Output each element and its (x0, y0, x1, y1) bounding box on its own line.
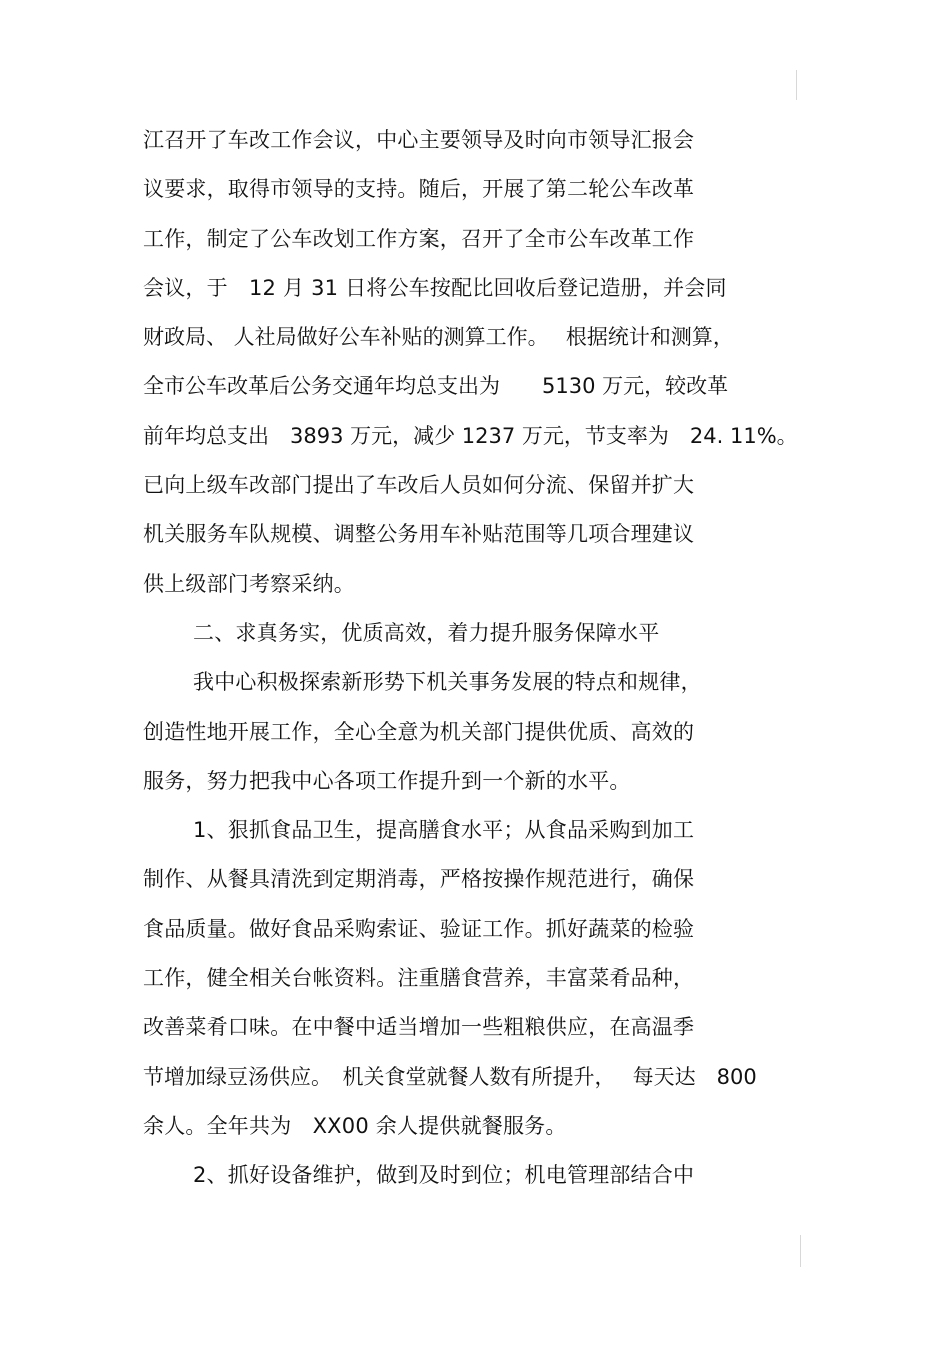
section-heading: 二、求真务实，优质高效，着力提升服务保障水平 (193, 620, 660, 645)
text-line: 1、狠抓食品卫生，提高膳食水平；从食品采购到加工 (193, 818, 695, 843)
text-line: 全市公车改革后公务交通年均总支出为 5130 万元，较改革 (143, 374, 729, 399)
text-line: 创造性地开展工作，全心全意为机关部门提供优质、高效的 (143, 719, 695, 744)
text-line: 机关服务车队规模、调整公务用车补贴范围等几项合理建议 (143, 522, 695, 547)
text-line: 我中心积极探索新形势下机关事务发展的特点和规律， (193, 670, 702, 695)
crop-mark-bottom (800, 1235, 801, 1267)
text-line: 前年均总支出 3893 万元，减少 1237 万元，节支率为 24. 11%。 (143, 423, 798, 448)
text-line: 改善菜肴口味。在中餐中适当增加一些粗粮供应，在高温季 (143, 1015, 695, 1040)
text-line: 制作、从餐具清洗到定期消毒，严格按操作规范进行，确保 (143, 867, 695, 892)
text-line: 余人。全年共为 XX00 余人提供就餐服务。 (143, 1113, 567, 1138)
text-line: 江召开了车改工作会议，中心主要领导及时向市领导汇报会 (143, 128, 695, 152)
text-line: 工作，制定了公车改划工作方案，召开了全市公车改革工作 (143, 226, 695, 251)
text-line: 工作，健全相关台帐资料。注重膳食营养，丰富菜肴品种， (143, 966, 695, 991)
text-line: 节增加绿豆汤供应。 机关食堂就餐人数有所提升， 每天达 800 (143, 1064, 757, 1089)
text-line: 供上级部门考察采纳。 (143, 571, 355, 596)
text-line: 议要求，取得市领导的支持。随后，开展了第二轮公车改革 (143, 177, 695, 202)
crop-mark-top (796, 70, 797, 100)
text-line: 财政局、 人社局做好公车补贴的测算工作。 根据统计和测算， (143, 325, 734, 350)
text-line: 已向上级车改部门提出了车改后人员如何分流、保留并扩大 (143, 473, 695, 498)
body-text (0, 116, 950, 1201)
text-line: 服务，努力把我中心各项工作提升到一个新的水平。 (143, 768, 631, 793)
text-line: 会议，于 12 月 31 日将公车按配比回收后登记造册，并会同 (143, 275, 727, 300)
text-line: 2、抓好设备维护，做到及时到位；机电管理部结合中 (193, 1163, 695, 1188)
text-line: 食品质量。做好食品采购索证、验证工作。抓好蔬菜的检验 (143, 916, 695, 941)
